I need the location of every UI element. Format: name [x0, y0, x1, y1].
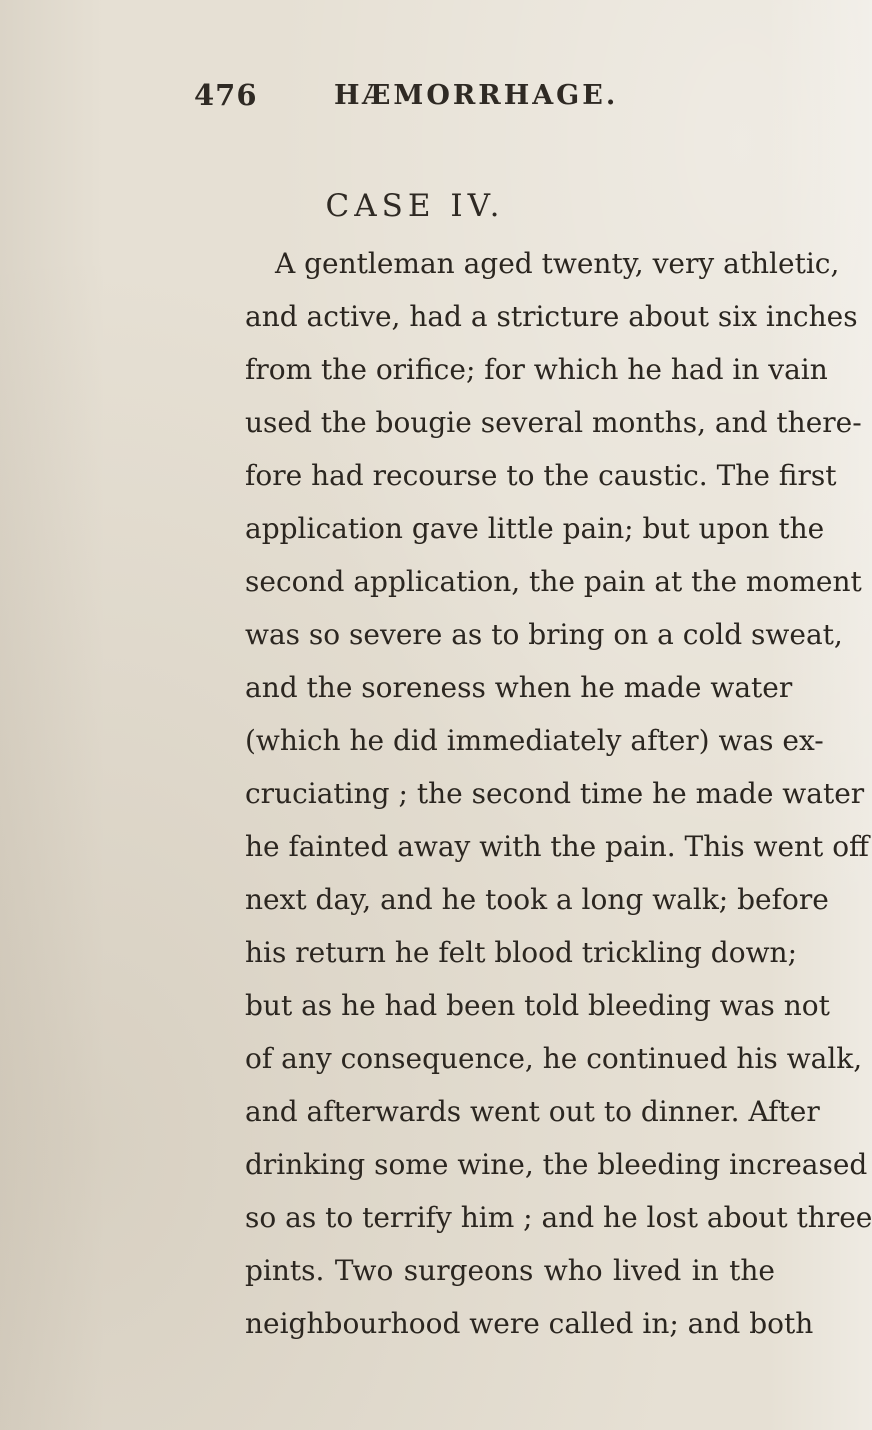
text-line: and the soreness when he made water: [245, 671, 793, 704]
page-header: [0, 78, 800, 118]
text-line: (which he did immediately after) was ex-: [245, 724, 824, 757]
text-line: from the orifice; for which he had in vain: [245, 353, 828, 386]
text-line: he fainted away with the pain. This went off: [245, 830, 869, 863]
text-line: of any consequence, he continued his walk,: [245, 1042, 863, 1075]
text-line: A gentleman aged twenty, very athletic,: [275, 247, 840, 280]
text-line: drinking some wine, the bleeding increased: [245, 1148, 868, 1181]
text-line: next day, and he took a long walk; before: [245, 883, 829, 916]
text-line: used the bougie several months, and there-: [245, 406, 862, 439]
text-line: and active, had a stricture about six inches: [245, 300, 858, 333]
text-line: cruciating ; the second time he made water: [245, 777, 865, 810]
text-line: neighbourhood were called in; and both: [245, 1307, 814, 1340]
text-line: application gave little pain; but upon the: [245, 512, 825, 545]
text-line: but as he had been told bleeding was not: [245, 989, 830, 1022]
page-number: 476: [194, 78, 258, 112]
text-line: so as to terrify him ; and he lost about three: [245, 1201, 872, 1234]
text-line: was so severe as to bring on a cold sweat,: [245, 618, 843, 651]
text-line: his return he felt blood trickling down;: [245, 936, 798, 969]
text-line: and afterwards went out to dinner. After: [245, 1095, 820, 1128]
text-line: second application, the pain at the moment: [245, 565, 862, 598]
text-line: fore had recourse to the caustic. The first: [245, 459, 837, 492]
running-head: HÆMORRHAGE.: [334, 80, 619, 111]
text-line: pints. Two surgeons who lived in the: [245, 1254, 775, 1287]
case-title: CASE IV.: [325, 188, 505, 224]
